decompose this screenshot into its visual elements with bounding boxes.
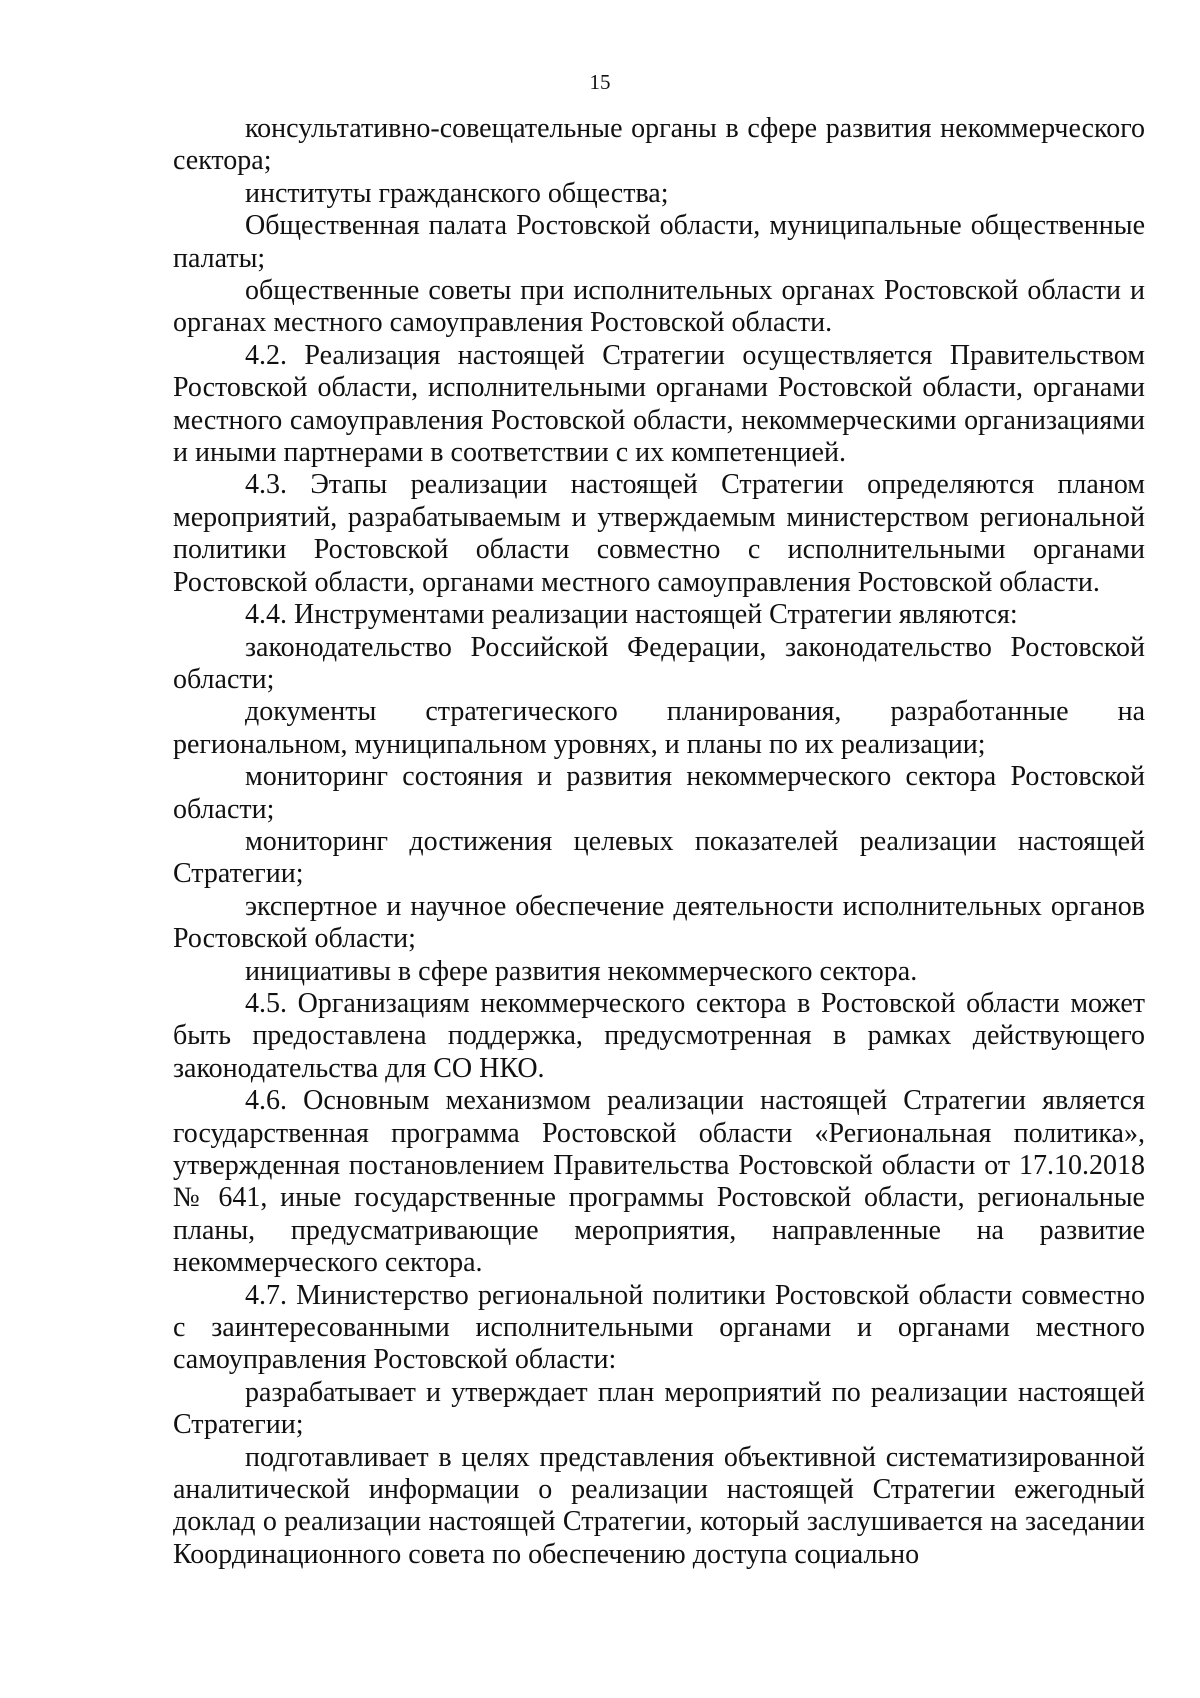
paragraph: экспертное и научное обеспечение деятельности исполнительных органов Ростовской области; — [173, 890, 1145, 955]
paragraph: законодательство Российской Федерации, законодательство Ростовской области; — [173, 631, 1145, 695]
paragraph: консультативно-совещательные органы в сфере развития некоммерческого сектора; — [173, 113, 1145, 177]
paragraph: подготавливает в целях представления объективной систематизированной аналитической информации о реализации настоящей Стратегии ежегодный доклад о реализации настоящей Стратегии, который заслушивается на заседании Координационного совета по обеспечению доступа социально — [173, 1441, 1145, 1570]
paragraph: 4.6. Основным механизмом реализации настоящей Стратегии является государственная программа Ростовской области «Региональная политика», утвержденная постановлением Правительства Ростовской области от 17.10.2018 № 641, иные государственные программы Ростовской области, региональные планы, предусматривающие мероприятия, направленные на развитие некоммерческого сектора. — [173, 1085, 1145, 1279]
paragraph: 4.2. Реализация настоящей Стратегии осуществляется Правительством Ростовской области, исполнительными органами Ростовской области, органами местного самоуправления Ростовской области, некоммерческими организациями и иными партнерами в соответствии с их компетенцией. — [173, 339, 1145, 469]
paragraph: 4.3. Этапы реализации настоящей Стратегии определяются планом мероприятий, разрабатываемым и утверждаемым министерством региональной политики Ростовской области совместно с исполнительными органами Ростовской области, органами местного самоуправления Ростовской области. — [173, 469, 1145, 598]
paragraph: общественные советы при исполнительных органах Ростовской области и органах местного самоуправления Ростовской области. — [173, 275, 1145, 339]
paragraph: мониторинг состояния и развития некоммерческого сектора Ростовской области; — [173, 761, 1145, 825]
paragraph: 4.7. Министерство региональной политики Ростовской области совместно с заинтересованными исполнительными органами и органами местного самоуправления Ростовской области: — [173, 1279, 1145, 1376]
paragraph: институты гражданского общества; — [245, 177, 669, 209]
paragraph: документы стратегического планирования, разработанные на региональном, муниципальном уровнях, и планы по их реализации; — [173, 696, 1145, 760]
paragraph: 4.5. Организациям некоммерческого сектора в Ростовской области может быть предоставлена поддержка, предусмотренная в рамках действующего законодательства для СО НКО. — [173, 987, 1145, 1084]
body-text — [173, 113, 1145, 1571]
paragraph: инициативы в сфере развития некоммерческого сектора. — [245, 955, 918, 987]
paragraph: Общественная палата Ростовской области, муниципальные общественные палаты; — [173, 210, 1145, 274]
paragraph: разрабатывает и утверждает план мероприятий по реализации настоящей Стратегии; — [173, 1376, 1145, 1441]
paragraph: 4.4. Инструментами реализации настоящей Стратегии являются: — [245, 599, 1018, 631]
paragraph: мониторинг достижения целевых показателей реализации настоящей Стратегии; — [173, 825, 1145, 890]
page-number: 15 — [589, 70, 611, 94]
